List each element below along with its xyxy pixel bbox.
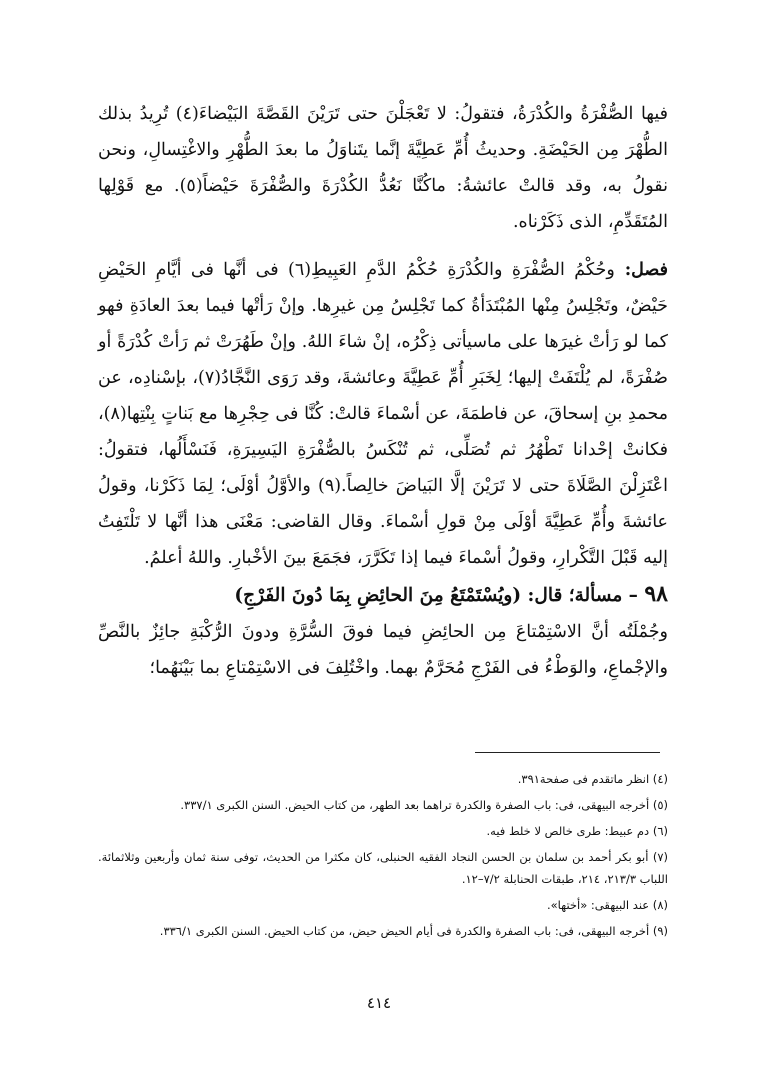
paragraph-final: وجُمْلَتُه أنَّ الاسْتِمْتاعَ مِن الحائِضِ فيما فوقَ السُّرَّةِ ودونَ الرُّكْبَةِ جائِزٌ بالنَّصِّ والإجْماعِ، والوَطْءُ فى الفَرْجِ مُحَرَّمٌ بهما. واخْتُلِفَ فى الاسْتِمْتاعِ بما بَيْنَهُما؛ <box>98 622 668 678</box>
masala-label: – مسألة؛ قال: <box>521 585 645 606</box>
paragraph-fasl <box>98 252 668 576</box>
masala-title: (ويُسْتَمْتَعُ مِنَ الحائِضِ بِمَا دُونَ الفَرْجِ) <box>234 585 522 606</box>
footnotes <box>98 768 668 946</box>
main-text <box>98 96 668 686</box>
masala-number: ٩٨ <box>644 581 668 607</box>
footnote-4: (٤) انظر ماتقدم فى صفحة٣٩١. <box>517 772 668 786</box>
footnote-9: (٩) أخرجه البيهقى، فى: باب الصفرة والكدرة فى أيام الحيض حيض، من كتاب الحيض. السنن الكبرى ٣٣٦/١. <box>159 924 668 938</box>
footnote-7: (٧) أبو بكر أحمد بن سلمان بن الحسن النجاد الفقيه الحنبلى، كان مكثرا من الحديث، توفى سنة ثمان وأربعين وثلاثمائة. اللباب ٢١٣/٣، ٢١٤، طبقات الحنابلة ٧/٢–١٢. <box>98 850 668 886</box>
page-number: ٤١٤ <box>366 994 392 1012</box>
paragraph-text: وحُكْمُ الصُّفْرَةِ والكُدْرَةِ حُكْمُ الدَّمِ العَبِيطِ(٦) فى أنَّها فى أيَّامِ الحَيْضِ حَيْضٌ، وتَجْلِسُ مِنْها المُبْتَدَأةُ كما تَجْلِسُ مِن غيرِها. وإنْ رَأتْها فيما بعدَ العادَةِ فهو كما لو رَأتْ غيرَها على ماسيأتى ذِكْرُه، إنْ شاءَ اللهُ. وإنْ طَهُرَتْ ثم رَأتْ كُدْرَةً أو صُفْرَةً، لم يُلْتَفَتْ إليها؛ لِخَبَرِ أُمِّ عَطِيَّةَ وعائشةَ، وقد رَوَى النَّجَّادُ(٧)، بإسْنادِه، عن محمدِ بنِ إسحاقَ، عن فاطمَةَ، عن أسْماءَ قالتْ: كُنَّا فى حِجْرِها مع بَناتٍ بِنْتِها(٨)، فكانتْ إحْدانا تَطْهُرُ ثم تُصَلِّى، ثم تُنْكَسُ بالصُّفْرَةِ اليَسِيرَةِ، فَنَسْأَلُها، فتقولُ: اعْتَزِلْنَ الصَّلَاةَ حتى لا تَرَيْنَ إلَّا البَياضَ خالِصاً.(٩) والأوَّلُ أوْلَى؛ لِمَا ذَكَرْنا، وقولُ عائشةَ وأُمِّ عَطِيَّةَ أوْلَى مِنْ قولِ أسْماءَ. وقال القاضى: مَعْنَى هذا أنَّها لا تَلْتَفِتُ إليه قَبْلَ التَّكْرارِ، وقولُ أسْماءَ فيما إذا تَكَرَّرَ، فجَمَعَ بينَ الأخْبارِ. واللهُ أعلمُ. <box>98 260 668 568</box>
masala-heading <box>98 576 668 614</box>
footnote-6: (٦) دم عبيط: طرى خالص لا خلط فيه. <box>486 824 668 838</box>
footnote-divider <box>475 752 660 753</box>
footnote-8: (٨) عند البيهقى: «أختها». <box>546 898 668 912</box>
footnote-5: (٥) أخرجه البيهقى، فى: باب الصفرة والكدرة تراهما بعد الطهر، من كتاب الحيض. السنن الكبرى ٣٣٧/١. <box>180 798 668 812</box>
fasl-lead: فصل: <box>614 260 668 280</box>
paragraph-text: فيها الصُّفْرَةُ والكُدْرَةُ، فتقولُ: لا تَعْجَلْنَ حتى تَرَيْنَ القَصَّةَ البَيْضاءَ(٤) تُرِيدُ بذلك الطُّهْرَ مِن الحَيْضَةِ. وحديثُ أُمِّ عَطِيَّةَ إنَّما يتَناوَلُ ما بعدَ الطُّهْرِ والاغْتِسالِ، ونحن نقولُ به، وقد قالتْ عائشةُ: ماكُنَّا نَعُدُّ الكُدْرَةَ والصُّفْرَةَ حَيْضاً(٥). مع قَوْلِها المُتَقَدِّمِ، الذى ذَكَرْناه. <box>98 104 668 232</box>
paragraph-1 <box>98 96 668 240</box>
